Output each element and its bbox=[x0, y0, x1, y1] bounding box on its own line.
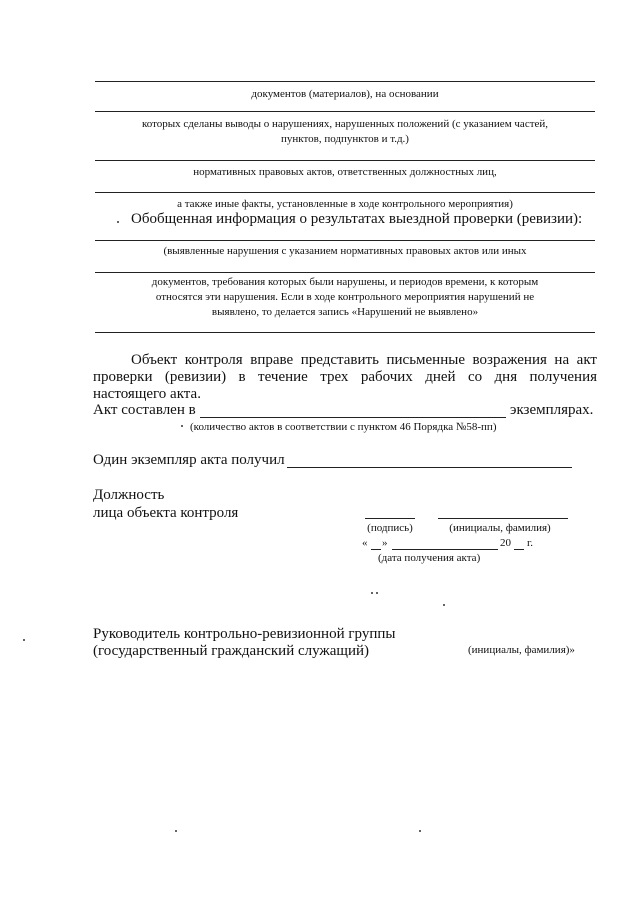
summary-heading: Обобщенная информация о результатах выездной проверки (ревизии): bbox=[131, 211, 583, 227]
violations-caption-line2: документов, требования которых были нарушены, и периодов времени, к которым bbox=[151, 276, 539, 288]
received-label: Один экземпляр акта получил bbox=[93, 452, 285, 468]
date-close-quote: » bbox=[382, 537, 388, 549]
date-open-quote: « bbox=[362, 537, 368, 549]
field-line bbox=[95, 272, 595, 273]
scan-speck bbox=[419, 830, 421, 832]
scan-speck bbox=[117, 221, 119, 223]
initials-caption: (инициалы, фамилия) bbox=[449, 522, 551, 534]
copies-count-field bbox=[200, 417, 506, 418]
leader-label-line2: (государственный гражданский служащий) bbox=[93, 643, 370, 659]
scan-speck bbox=[175, 830, 177, 832]
materials-caption-line2: которых сделаны выводы о нарушениях, нарушенных положений (с указанием частей, bbox=[141, 118, 549, 130]
field-line bbox=[95, 240, 595, 241]
date-month-field bbox=[392, 549, 498, 550]
scan-speck bbox=[181, 425, 183, 427]
field-line bbox=[95, 111, 595, 112]
act-copies-caption: (количество актов в соответствии с пунктом 46 Порядка №58-пп) bbox=[190, 421, 497, 433]
field-line bbox=[95, 192, 595, 193]
leader-label-line1: Руководитель контрольно-ревизионной группы bbox=[93, 626, 396, 642]
scan-speck bbox=[371, 592, 373, 594]
date-day-field bbox=[371, 549, 381, 550]
leader-initials-caption: (инициалы, фамилия)» bbox=[468, 644, 575, 656]
violations-caption-line3: относятся эти нарушения. Если в ходе контрольного мероприятия нарушений не bbox=[155, 291, 535, 303]
materials-caption-line1: документов (материалов), на основании bbox=[251, 88, 439, 100]
signature-caption: (подпись) bbox=[367, 522, 413, 534]
received-name-field bbox=[287, 467, 572, 468]
materials-caption-line5: а также иные факты, установленные в ходе контрольного мероприятия) bbox=[177, 198, 513, 210]
violations-caption-line4: выявлено, то делается запись «Нарушений не выявлено» bbox=[211, 306, 479, 318]
scan-speck bbox=[443, 604, 445, 606]
date-year-field bbox=[514, 549, 524, 550]
date-caption: (дата получения акта) bbox=[378, 552, 481, 564]
scan-speck bbox=[23, 639, 25, 641]
scan-speck bbox=[376, 592, 378, 594]
position-label-line1: Должность bbox=[93, 487, 165, 503]
objection-line3: настоящего акта. bbox=[93, 386, 201, 402]
field-line bbox=[95, 81, 595, 82]
field-line bbox=[95, 160, 595, 161]
objection-line1: Объект контроля вправе представить письменные возражения на акт bbox=[131, 352, 597, 368]
field-line bbox=[95, 332, 595, 333]
materials-caption-line4: нормативных правовых актов, ответственных должностных лиц, bbox=[193, 166, 497, 178]
objection-line2: проверки (ревизии) в течение трех рабочих дней со дня получения bbox=[93, 369, 597, 385]
date-year-suffix: г. bbox=[527, 537, 534, 549]
violations-caption-line1: (выявленные нарушения с указанием нормативных правовых актов или иных bbox=[163, 245, 527, 257]
act-copies-prefix: Акт составлен в bbox=[93, 402, 196, 418]
act-copies-suffix: экземплярах. bbox=[510, 402, 594, 418]
signature-field bbox=[365, 518, 415, 519]
date-year-prefix: 20 bbox=[500, 537, 511, 549]
materials-caption-line3: пунктов, подпунктов и т.д.) bbox=[281, 133, 409, 145]
initials-field bbox=[438, 518, 568, 519]
position-label-line2: лица объекта контроля bbox=[93, 505, 239, 521]
